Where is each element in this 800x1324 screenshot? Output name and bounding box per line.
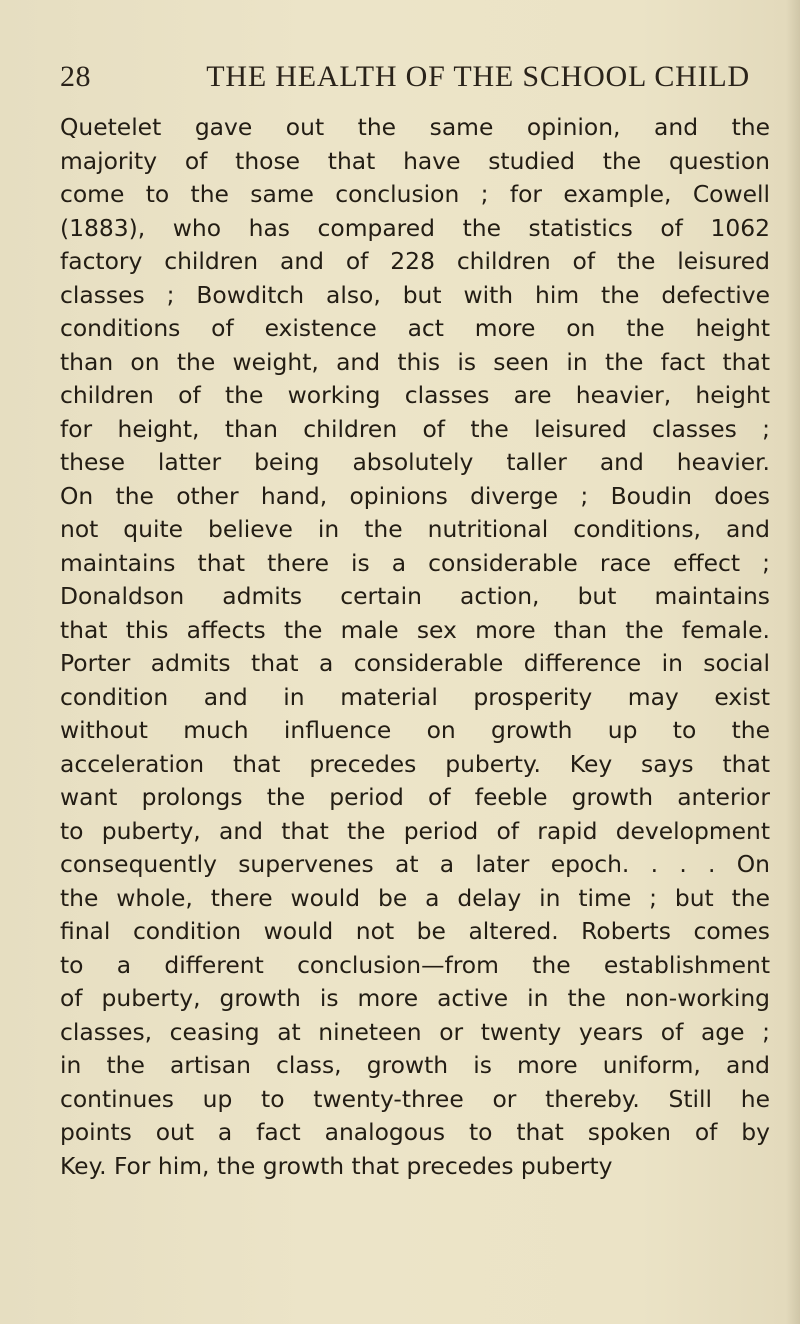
text-line: factory children and of 228 children of the leisured: [60, 247, 770, 275]
text-line: majority of those that have studied the question: [60, 146, 770, 175]
text-line: to a different conclusion—from the establishment: [60, 950, 770, 979]
text-line: these latter being absolutely taller and heavier.: [60, 448, 770, 476]
running-header: [60, 60, 750, 104]
text-line: final condition would not be altered. Roberts comes: [60, 917, 770, 945]
text-line: continues up to twenty-three or thereby. Still he: [60, 1084, 770, 1113]
page-edge-shadow: [786, 0, 800, 1324]
text-line: than on the weight, and this is seen in the fact that: [60, 347, 770, 376]
text-line: Donaldson admits certain action, but maintains: [60, 582, 770, 610]
body-text: [60, 111, 770, 1183]
text-line: (1883), who has compared the statistics of 1062: [60, 213, 770, 242]
page-number: 28: [60, 60, 91, 93]
text-line: points out a fact analogous to that spoken of by: [60, 1118, 770, 1146]
text-line: of puberty, growth is more active in the non-working: [60, 984, 770, 1012]
text-line: acceleration that precedes puberty. Key says that: [60, 749, 770, 778]
text-line: to puberty, and that the period of rapid development: [60, 816, 770, 845]
text-line: Key. For him, the growth that precedes puberty: [60, 1151, 613, 1180]
text-line: On the other hand, opinions diverge ; Boudin does: [60, 481, 770, 510]
text-line: conditions of existence act more on the height: [60, 314, 770, 342]
text-line: classes ; Bowditch also, but with him the defective: [60, 280, 770, 309]
text-line: want prolongs the period of feeble growth anterior: [60, 783, 770, 811]
text-line: children of the working classes are heavier, height: [60, 381, 770, 409]
text-line: for height, than children of the leisured classes ;: [60, 414, 770, 443]
text-line: maintains that there is a considerable race effect ;: [60, 548, 770, 577]
text-line: in the artisan class, growth is more uniform, and: [60, 1051, 770, 1079]
text-line: condition and in material prosperity may exist: [60, 682, 770, 711]
text-line: Quetelet gave out the same opinion, and the: [60, 113, 770, 141]
text-line: the whole, there would be a delay in time ; but the: [60, 883, 770, 912]
text-line: classes, ceasing at nineteen or twenty years of age ;: [60, 1017, 770, 1046]
text-line: come to the same conclusion ; for example, Cowell: [60, 180, 770, 208]
text-line: that this affects the male sex more than the female.: [60, 615, 770, 644]
text-line: Porter admits that a considerable difference in social: [60, 649, 770, 677]
text-line: without much influence on growth up to the: [60, 716, 770, 744]
text-line: not quite believe in the nutritional conditions, and: [60, 515, 770, 543]
text-line: consequently supervenes at a later epoch. . . . On: [60, 850, 770, 878]
running-title: THE HEALTH OF THE SCHOOL CHILD: [206, 60, 750, 93]
